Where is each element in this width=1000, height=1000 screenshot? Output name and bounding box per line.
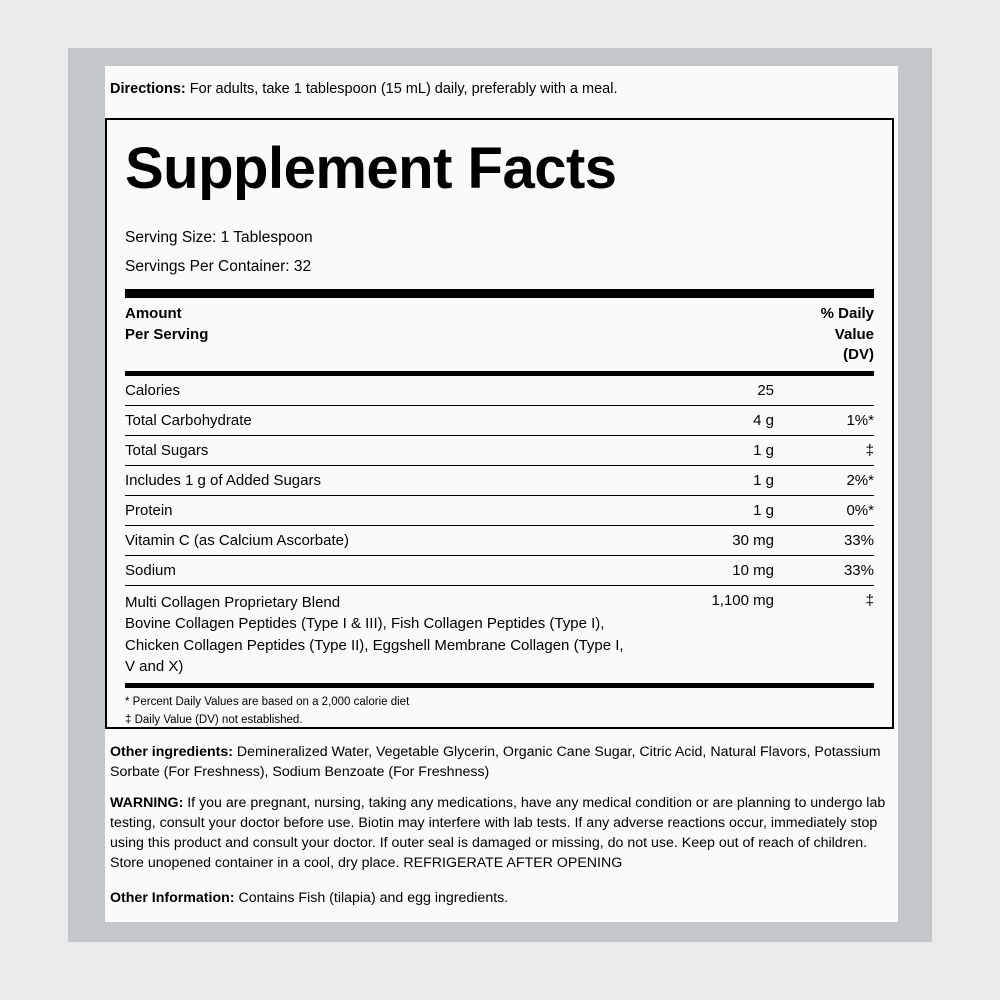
divider-medium-bottom <box>125 683 874 688</box>
footnote-percent-dv: * Percent Daily Values are based on a 2,000 calorie diet <box>125 696 410 709</box>
row-amount: 4 g <box>624 406 796 436</box>
divider-thick-top <box>125 289 874 298</box>
row-daily-value: 0%* <box>796 496 874 526</box>
blend-amount: 1,100 mg <box>624 586 796 684</box>
other-information-label: Other Information: <box>110 890 235 906</box>
blend-daily-value: ‡ <box>796 586 874 684</box>
header-dv-line2: Value <box>834 325 874 343</box>
table-row <box>125 376 874 406</box>
row-amount: 30 mg <box>624 526 796 556</box>
row-amount: 1 g <box>624 466 796 496</box>
other-ingredients-label: Other ingredients: <box>110 744 233 760</box>
row-name: Vitamin C (as Calcium Ascorbate) <box>125 526 624 556</box>
table-row <box>125 556 874 586</box>
warning-label: WARNING: <box>110 795 184 811</box>
row-daily-value: 2%* <box>796 466 874 496</box>
header-amount-line1: Amount <box>125 305 182 323</box>
row-name: Total Carbohydrate <box>125 406 624 436</box>
warning-block <box>110 793 892 874</box>
row-name: Calories <box>125 382 181 400</box>
supplement-facts-box <box>105 118 894 729</box>
header-dv-line1: % Daily <box>820 305 874 323</box>
directions-text: For adults, take 1 tablespoon (15 mL) daily, preferably with a meal. <box>185 81 618 97</box>
table-row <box>125 496 874 526</box>
row-amount: 25 <box>757 382 774 400</box>
blend-name: Multi Collagen Proprietary Blend <box>125 594 341 612</box>
blend-detail: Bovine Collagen Peptides (Type I & III), Fish Collagen Peptides (Type I), Chicken Collagen Peptides (Type II), Eggshell Membrane Collagen (Type I, V and X) <box>125 615 624 675</box>
row-name: Includes 1 g of Added Sugars <box>125 466 624 496</box>
row-amount: 1 g <box>624 496 796 526</box>
footnotes <box>125 694 874 730</box>
table-row-blend <box>125 586 874 684</box>
table-header-row <box>125 298 874 371</box>
other-ingredients-text: Demineralized Water, Vegetable Glycerin, Organic Cane Sugar, Citric Acid, Natural Flavors, Potassium Sorbate (For Freshness), Sodium Benzoate (For Freshness) <box>110 744 881 781</box>
header-dv-line3: (DV) <box>843 345 874 363</box>
row-amount: 1 g <box>624 436 796 466</box>
row-daily-value: ‡ <box>796 436 874 466</box>
table-row <box>125 436 874 466</box>
header-amount-line2: Per Serving <box>125 325 209 343</box>
table-row <box>125 526 874 556</box>
row-daily-value: 33% <box>796 526 874 556</box>
nutrition-table <box>125 298 874 371</box>
row-name: Total Sugars <box>125 436 624 466</box>
header-amount-spacer <box>624 298 796 371</box>
header-amount-per-serving <box>125 298 624 371</box>
row-name: Sodium <box>125 556 624 586</box>
row-name: Protein <box>125 496 624 526</box>
row-daily-value: 1%* <box>796 406 874 436</box>
other-information-text: Contains Fish (tilapia) and egg ingredients. <box>234 890 509 906</box>
row-daily-value: 33% <box>796 556 874 586</box>
table-row <box>125 406 874 436</box>
servings-per-container: Servings Per Container: 32 <box>125 257 312 275</box>
supplement-facts-title: Supplement Facts <box>125 136 617 201</box>
blend-cell <box>125 586 624 684</box>
table-row <box>125 466 874 496</box>
serving-info <box>125 224 880 281</box>
header-daily-value <box>796 298 874 371</box>
other-ingredients <box>110 742 892 782</box>
nutrition-rows <box>125 376 874 683</box>
other-information <box>110 888 892 908</box>
row-daily-value <box>796 376 874 406</box>
serving-size: Serving Size: 1 Tablespoon <box>125 229 313 246</box>
row-amount: 10 mg <box>624 556 796 586</box>
warning-text: If you are pregnant, nursing, taking any medications, have any medical condition or are planning to undergo lab testing, consult your doctor before use. Biotin may interfere with lab tests. If any adverse reactions occur, immediately stop using this product and consult your doctor. If outer seal is damaged or missing, do not use. Keep out of reach of children. Store unopened container in a cool, dry place. REFRIGERATE AFTER OPENING <box>110 795 886 872</box>
directions-label: Directions: <box>110 81 186 97</box>
directions-line <box>110 80 890 100</box>
footnote-dv-not-established: ‡ Daily Value (DV) not established. <box>125 714 303 727</box>
